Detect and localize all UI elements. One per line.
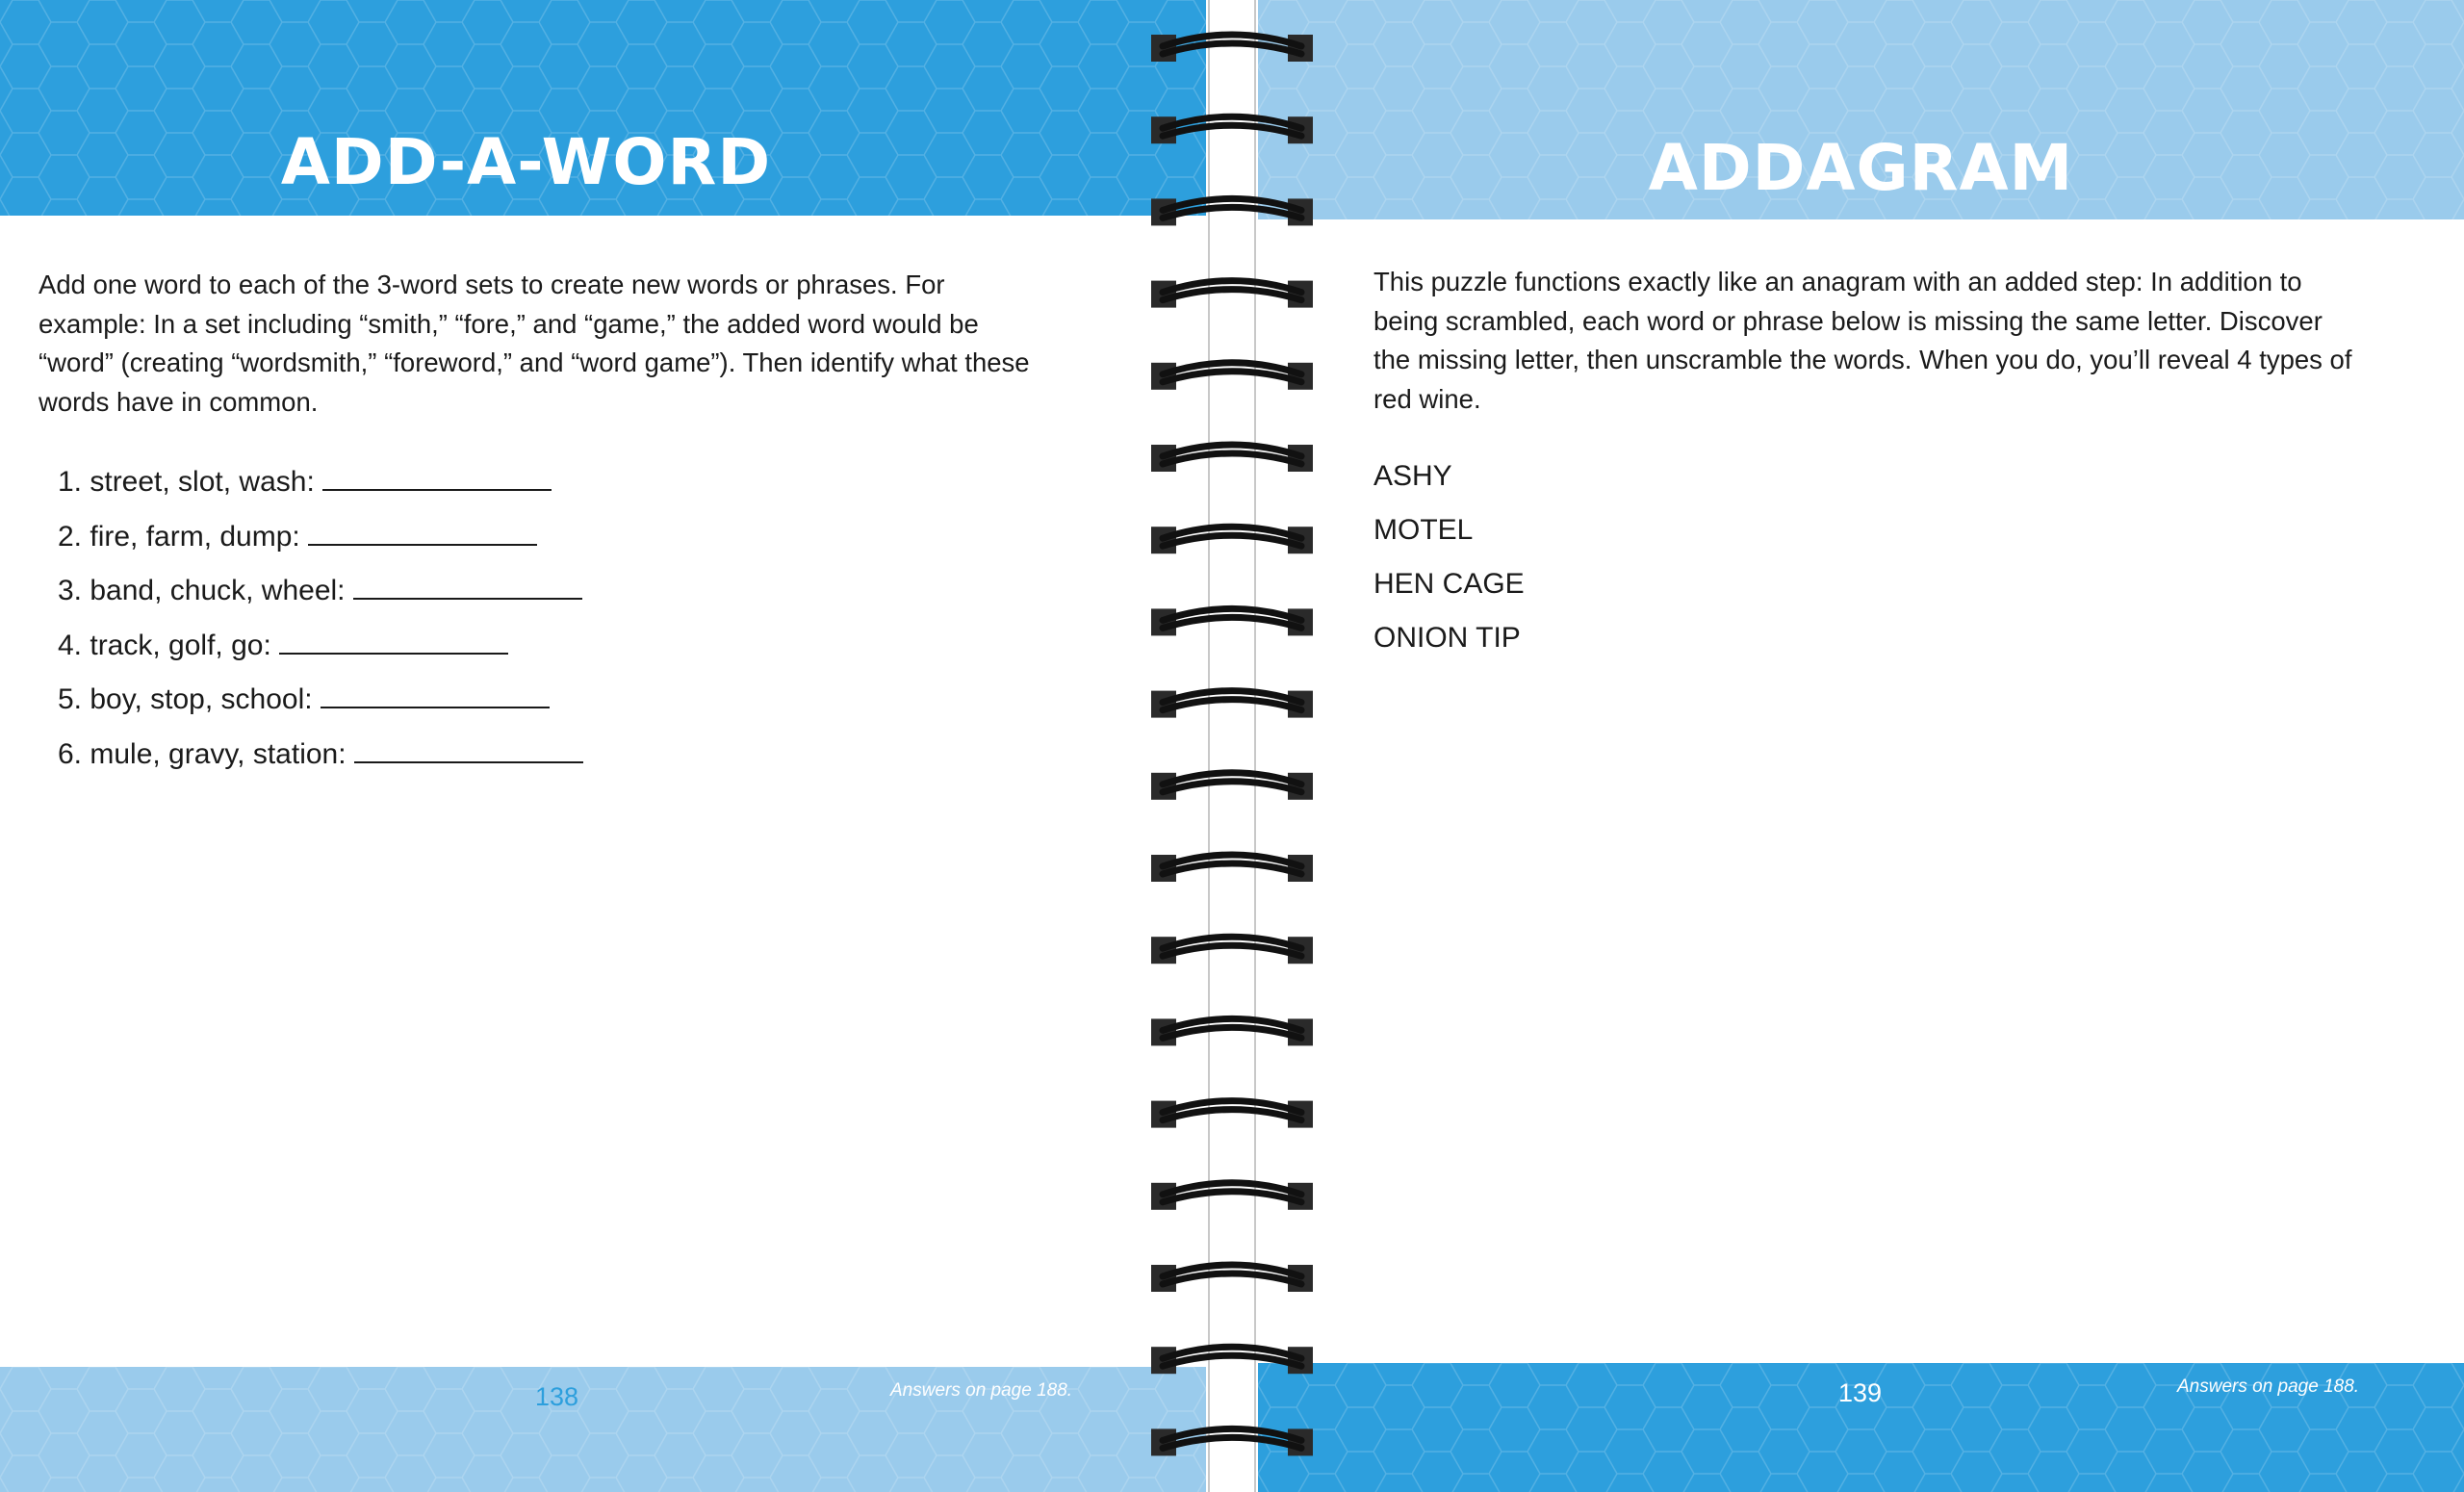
item-text: 2. fire, farm, dump:: [58, 520, 300, 553]
answer-blank: [321, 680, 550, 708]
list-item: ONION TIP: [1373, 622, 1521, 654]
item-text: 5. boy, stop, school:: [58, 683, 313, 715]
binding-coil: [1151, 1101, 1313, 1128]
answer-blank: [322, 462, 552, 491]
binding-coil: [1151, 855, 1313, 882]
binding-coil: [1151, 116, 1313, 143]
answer-blank: [308, 517, 537, 546]
right-page: [1258, 0, 2464, 1492]
list-item: HEN CAGE: [1373, 568, 1525, 600]
item-text: 3. band, chuck, wheel:: [58, 575, 346, 606]
list-item: [58, 680, 583, 734]
answer-blank: [353, 571, 582, 600]
answer-blank: [279, 626, 508, 655]
binding-coil: [1151, 1183, 1313, 1210]
answers-note: Answers on page 188.: [2177, 1376, 2360, 1397]
binding-coil: [1151, 527, 1313, 553]
binding-coil: [1151, 198, 1313, 225]
page-number: 139: [1838, 1378, 1883, 1407]
list-item: ASHY: [1373, 460, 1452, 492]
spiral-binding-icon: [1145, 0, 1319, 1492]
left-page: [0, 0, 1206, 1492]
binding-coil: [1151, 773, 1313, 800]
item-text: 6. mule, gravy, station:: [58, 737, 346, 770]
binding-coil: [1151, 281, 1313, 308]
answers-note: Answers on page 188.: [890, 1380, 1073, 1401]
binding-coil: [1151, 691, 1313, 718]
binding-coil: [1151, 1018, 1313, 1045]
puzzle-list: [58, 462, 583, 788]
list-item: [58, 517, 583, 572]
binding-coil: [1151, 937, 1313, 964]
list-item: [58, 462, 583, 517]
binding-coil: [1151, 445, 1313, 472]
item-text: 1. street, slot, wash:: [58, 466, 315, 498]
page-title: ADDAGRAM: [1648, 131, 2074, 205]
page-title: ADD-A-WORD: [280, 125, 772, 199]
item-text: 4. track, golf, go:: [58, 629, 271, 661]
list-item: [58, 571, 583, 626]
puzzle-instructions: Add one word to each of the 3-word sets to create new words or phrases. For example: In a set including “smith,” “fore,” and “game,” the added word would be “word” (creating “wordsmith,” “foreword,” and “word game”). Then identify what these words have in common.: [38, 270, 1030, 417]
binding-coil: [1151, 608, 1313, 635]
binding-coil: [1151, 1347, 1313, 1374]
page-number: 138: [535, 1382, 579, 1411]
list-item: [58, 626, 583, 681]
answer-blank: [354, 734, 583, 763]
binding-coil: [1151, 35, 1313, 62]
binding-coil: [1151, 363, 1313, 390]
list-item: MOTEL: [1373, 514, 1474, 546]
binding-coil: [1151, 1428, 1313, 1455]
puzzle-instructions: This puzzle functions exactly like an anagram with an added step: In addition to being scrambled, each word or phrase below is missing the same letter. Discover the missing letter, then unscramble the words. When you do, you’ll reveal 4 types of red wine.: [1373, 267, 2352, 414]
list-item: [58, 734, 583, 789]
binding-coil: [1151, 1265, 1313, 1292]
puzzle-list: [1373, 457, 1525, 673]
